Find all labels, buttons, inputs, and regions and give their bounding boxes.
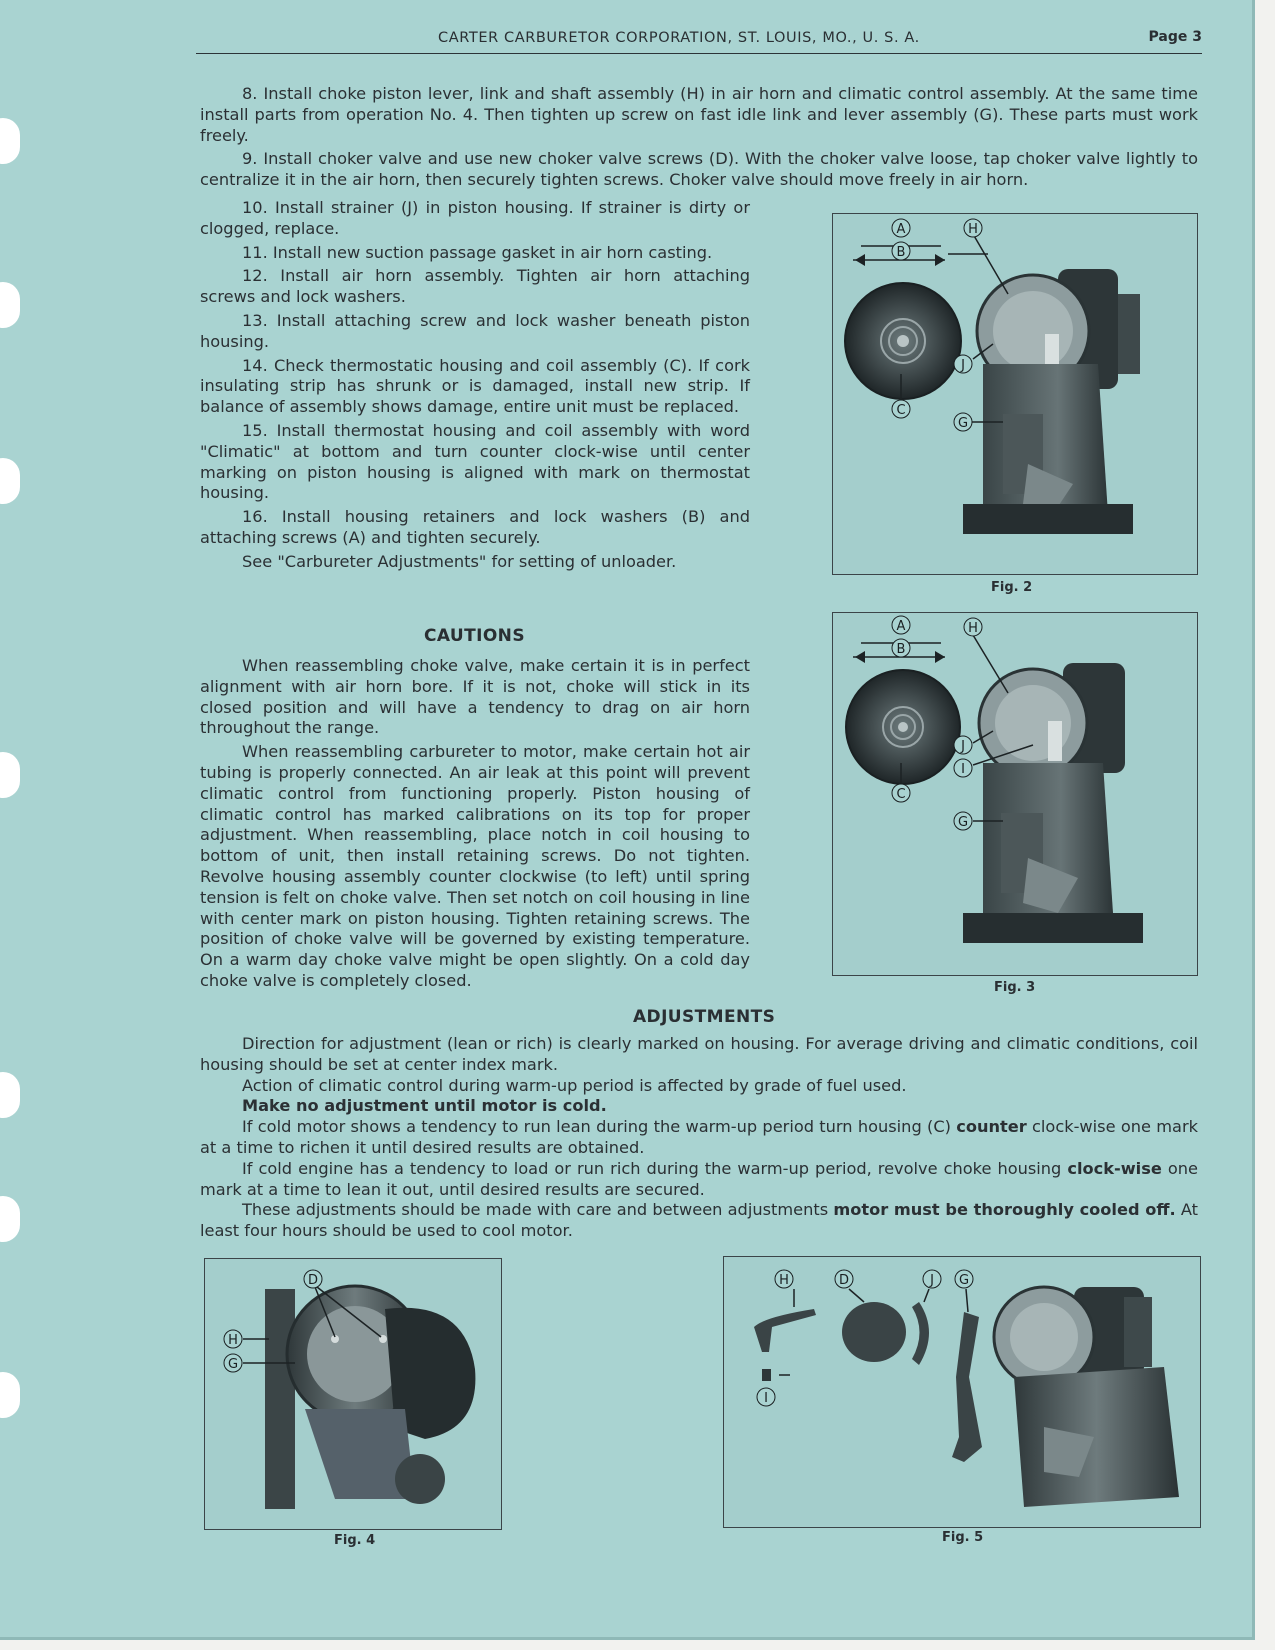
label-g: G [958,1273,970,1288]
adjustments-paragraph-4: If cold motor shows a tendency to run lean during the warm-up period turn housing (C) counter clock-wise one mark at a time to richen it until desired results are obtained. [200,1117,1198,1157]
cautions-body [200,656,750,992]
label-j: J [930,1273,934,1288]
label-j: J [961,358,965,373]
carburetor-photo-fig3 [833,613,1196,974]
adjustments-warning: Make no adjustment until motor is cold. [242,1096,607,1116]
cautions-paragraph-1: When reassembling choke valve, make certain it is in perfect alignment with air horn bore. If it is not, choke will stick in its closed position and will have a tendency to drag on air horn throughout the range. [200,656,750,738]
label-h: H [779,1273,789,1288]
label-j: J [961,739,965,754]
figure-2 [832,213,1198,575]
cautions-heading: CAUTIONS [424,626,525,646]
punch-hole [0,458,20,504]
label-h: H [228,1333,238,1348]
label-c: C [896,787,906,802]
label-g: G [957,815,969,830]
steps-column [200,198,750,573]
step-11: 11. Install new suction passage gasket in air horn casting. [242,242,713,262]
step-10: 10. Install strainer (J) in piston housing. If strainer is dirty or clogged, replace. [200,198,750,238]
figure-5-caption: Fig. 5 [942,1530,984,1545]
label-g: G [957,416,969,431]
punch-hole [0,1072,20,1118]
punch-hole [0,1372,20,1418]
figure-3 [832,612,1198,976]
step-16: 16. Install housing retainers and lock washers (B) and attaching screws (A) and tighten securely. [200,507,750,547]
label-c: C [896,403,906,418]
see-adjustments-note: See "Carbureter Adjustments" for setting of unloader. [242,551,677,571]
adjustments-body [200,1034,1198,1242]
punch-hole [0,752,20,798]
figure-4 [204,1258,502,1530]
figure-4-caption: Fig. 4 [334,1533,376,1548]
step-14: 14. Check thermostatic housing and coil assembly (C). If cork insulating strip has shrunk or is damaged, install new strip. If balance of assembly shows damage, entire unit must be replaced. [200,355,750,417]
step-8: 8. Install choke piston lever, link and shaft assembly (H) in air horn and climatic control assembly. At the same time install parts from operation No. 4. Then tighten up screw on fast idle link and lever assembly (G). These parts must work freely. [200,84,1198,145]
adjustments-paragraph-2: Action of climatic control during warm-up period is affected by grade of fuel used. [242,1075,907,1095]
page-number: Page 3 [1148,29,1202,45]
punch-hole [0,118,20,164]
label-h: H [968,621,978,636]
punch-hole [0,282,20,328]
label-d: D [838,1273,850,1288]
carburetor-photo-fig4 [205,1259,500,1528]
step-13: 13. Install attaching screw and lock washer beneath piston housing. [200,310,750,351]
step-12: 12. Install air horn assembly. Tighten air horn attaching screws and lock washers. [200,266,750,307]
label-g: G [227,1357,239,1372]
label-a: A [896,619,906,634]
cautions-paragraph-2: When reassembling carbureter to motor, make certain hot air tubing is properly connected. An air leak at this point will prevent climatic control from functioning properly. Piston housing of climatic control has marked calibrations on its top for proper adjustment. When reassembling, place notch in coil housing to bottom of unit, then install retaining screws. Do not tighten. Revolve housing assembly counter clockwise (to left) until spring tension is felt on choke valve. Then set notch on coil housing in line with center mark on piston housing. Tighten retaining screws. The position of choke valve will be governed by existing temperature. On a warm day choke valve might be open slightly. On a cold day choke valve is completely closed. [200,742,750,990]
step-9: 9. Install choker valve and use new choker valve screws (D). With the choker valve loose, tap choker valve lightly to centralize it in the air horn, then securely tighten screws. Choker valve should move freely in air horn. [200,149,1198,190]
label-b: B [896,642,906,657]
figure-5 [723,1256,1201,1528]
figure-3-caption: Fig. 3 [994,980,1036,995]
label-a: A [896,222,906,237]
label-i: I [961,762,965,777]
page-header [196,26,1202,54]
figure-2-caption: Fig. 2 [991,580,1033,595]
label-h: H [968,222,978,237]
label-i: I [764,1391,768,1406]
adjustments-paragraph-1: Direction for adjustment (lean or rich) is clearly marked on housing. For average driving and climatic conditions, coil housing should be set at center index mark. [200,1034,1198,1074]
carburetor-photo-fig2 [833,214,1196,573]
carburetor-exploded-photo-fig5 [724,1257,1199,1526]
punch-hole [0,1196,20,1242]
header-title: CARTER CARBURETOR CORPORATION, ST. LOUIS, MO., U. S. A. [438,30,920,46]
adjustments-heading: ADJUSTMENTS [633,1007,776,1027]
adjustments-paragraph-5: If cold engine has a tendency to load or run rich during the warm-up period, revolve choke housing clock-wise one mark at a time to lean it out, until desired results are secured. [200,1158,1198,1199]
step-15: 15. Install thermostat housing and coil assembly with word "Climatic" at bottom and turn counter clock-wise until center marking on piston housing is aligned with mark on thermostat housing. [200,420,750,503]
label-b: B [896,245,906,260]
adjustments-paragraph-6: These adjustments should be made with care and between adjustments motor must be thoroughly cooled off. At least four hours should be used to cool motor. [200,1200,1198,1241]
steps-full-width [200,84,1198,191]
label-d: D [307,1273,319,1288]
